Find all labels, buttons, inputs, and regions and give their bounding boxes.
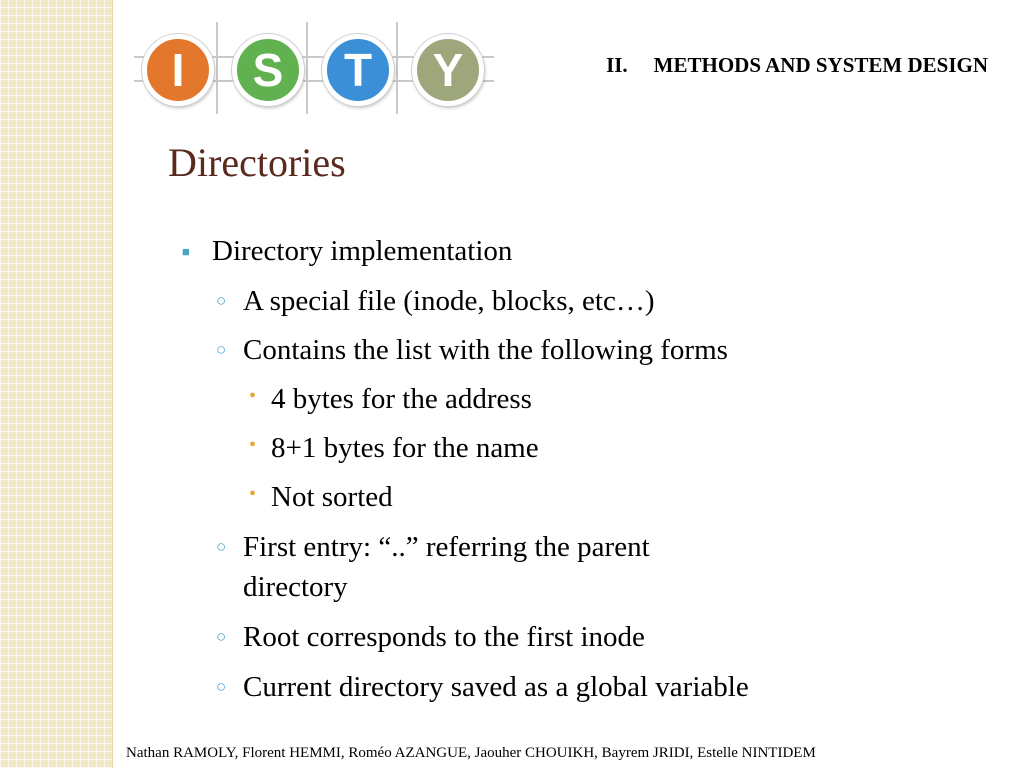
ring-bullet-icon: ○ (216, 291, 227, 310)
bullet-text: Directory implementation (212, 235, 513, 267)
bullet-text: Contains the list with the following forms (243, 334, 728, 366)
bullet-continuation (243, 571, 348, 604)
decorative-side-strip (0, 0, 113, 768)
bullet-level-2 (216, 334, 728, 367)
bullet-level-3 (249, 432, 539, 465)
bullet-level-3 (249, 383, 532, 416)
bullet-text: 4 bytes for the address (271, 383, 532, 415)
bullet-level-2 (216, 621, 645, 654)
logo-divider (216, 22, 218, 114)
bullet-level-2 (216, 671, 749, 704)
section-header (606, 53, 988, 78)
bullet-text: 8+1 bytes for the name (271, 432, 539, 464)
ring-bullet-icon: ○ (216, 677, 227, 696)
dot-bullet-icon: • (249, 385, 257, 407)
bullet-text: Root corresponds to the first inode (243, 621, 645, 653)
logo-letter-t: T (322, 34, 394, 106)
logo-letter-y: Y (412, 34, 484, 106)
logo-letter-i: I (142, 34, 214, 106)
author-footer: Nathan RAMOLY, Florent HEMMI, Roméo AZANGUE, Jaouher CHOUIKH, Bayrem JRIDI, Estelle NINTIDEM (126, 745, 816, 761)
section-number: II. (606, 53, 628, 77)
dot-bullet-icon: • (249, 483, 257, 505)
section-title: METHODS AND SYSTEM DESIGN (653, 53, 988, 77)
bullet-text: Not sorted (271, 481, 393, 513)
dot-bullet-icon: • (249, 434, 257, 456)
logo-letter-s: S (232, 34, 304, 106)
bullet-text: A special file (inode, blocks, etc…) (243, 285, 655, 317)
bullet-level-2 (216, 285, 655, 318)
bullet-text: First entry: “..” referring the parent (243, 531, 650, 563)
bullet-text: directory (243, 571, 348, 603)
logo-divider (306, 22, 308, 114)
bullet-level-3 (249, 481, 393, 514)
ring-bullet-icon: ○ (216, 627, 227, 646)
logo-divider (396, 22, 398, 114)
bullet-level-2 (216, 531, 650, 564)
ring-bullet-icon: ○ (216, 340, 227, 359)
slide-title: Directories (168, 140, 346, 185)
istya-logo (134, 22, 494, 114)
square-bullet-icon: ■ (182, 244, 190, 259)
bullet-text: Current directory saved as a global variable (243, 671, 749, 703)
bullet-level-1 (182, 235, 513, 268)
ring-bullet-icon: ○ (216, 537, 227, 556)
